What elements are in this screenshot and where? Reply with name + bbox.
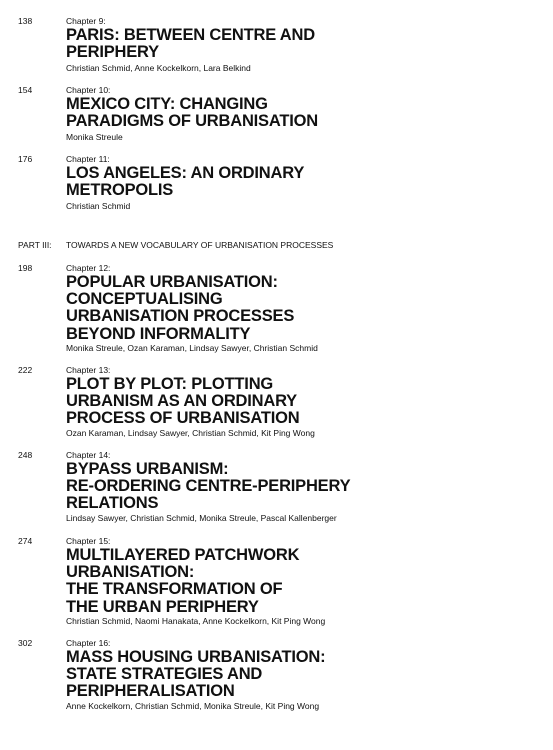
toc-entry-chapter-13[interactable]	[0, 365, 553, 443]
chapter-title: MULTILAYERED PATCHWORK URBANISATION: THE TRANSFORMATION OF THE URBAN PERIPHERY	[66, 546, 300, 616]
toc-entry-chapter-15[interactable]	[0, 536, 553, 630]
toc-entry-chapter-14[interactable]	[0, 450, 553, 528]
chapter-authors: Christian Schmid	[66, 201, 131, 211]
toc-entry-chapter-16[interactable]	[0, 638, 553, 716]
chapter-authors: Anne Kockelkorn, Christian Schmid, Monika Streule, Kit Ping Wong	[66, 701, 320, 711]
chapter-title: PARIS: BETWEEN CENTRE AND PERIPHERY	[66, 26, 315, 62]
chapter-label: Chapter 14:	[66, 450, 111, 460]
page-number: 198	[18, 263, 33, 273]
toc-entry-chapter-10[interactable]	[0, 85, 553, 145]
chapter-title: BYPASS URBANISM: RE-ORDERING CENTRE-PERIPHERY RELATIONS	[66, 460, 351, 513]
chapter-title: POPULAR URBANISATION: CONCEPTUALISING URBANISATION PROCESSES BEYOND INFORMALITY	[66, 273, 295, 343]
chapter-label: Chapter 12:	[66, 263, 111, 273]
chapter-authors: Monika Streule, Ozan Karaman, Lindsay Sawyer, Christian Schmid	[66, 343, 318, 353]
chapter-label: Chapter 13:	[66, 365, 111, 375]
part-label: PART III:	[18, 240, 52, 250]
page-number: 138	[18, 16, 33, 26]
toc-entry-chapter-9[interactable]	[0, 16, 553, 76]
page-number: 274	[18, 536, 33, 546]
chapter-authors: Ozan Karaman, Lindsay Sawyer, Christian Schmid, Kit Ping Wong	[66, 428, 315, 438]
chapter-title: MEXICO CITY: CHANGING PARADIGMS OF URBANISATION	[66, 95, 318, 131]
chapter-authors: Lindsay Sawyer, Christian Schmid, Monika Streule, Pascal Kallenberger	[66, 513, 337, 523]
chapter-title: MASS HOUSING URBANISATION: STATE STRATEGIES AND PERIPHERALISATION	[66, 648, 326, 701]
chapter-authors: Christian Schmid, Anne Kockelkorn, Lara Belkind	[66, 63, 251, 73]
toc-entry-chapter-11[interactable]	[0, 154, 553, 214]
chapter-label: Chapter 11:	[66, 154, 110, 164]
chapter-label: Chapter 10:	[66, 85, 111, 95]
chapter-authors: Monika Streule	[66, 132, 123, 142]
page-number: 248	[18, 450, 33, 460]
chapter-label: Chapter 9:	[66, 16, 106, 26]
chapter-title: LOS ANGELES: AN ORDINARY METROPOLIS	[66, 164, 305, 200]
page-number: 154	[18, 85, 33, 95]
part-title: TOWARDS A NEW VOCABULARY OF URBANISATION PROCESSES	[66, 240, 334, 250]
part-heading	[0, 240, 553, 252]
page-number: 302	[18, 638, 33, 648]
chapter-authors: Christian Schmid, Naomi Hanakata, Anne Kockelkorn, Kit Ping Wong	[66, 616, 326, 626]
page-number: 222	[18, 365, 33, 375]
chapter-label: Chapter 16:	[66, 638, 111, 648]
page-number: 176	[18, 154, 33, 164]
toc-entry-chapter-12[interactable]	[0, 263, 553, 357]
chapter-label: Chapter 15:	[66, 536, 111, 546]
chapter-title: PLOT BY PLOT: PLOTTING URBANISM AS AN ORDINARY PROCESS OF URBANISATION	[66, 375, 300, 428]
